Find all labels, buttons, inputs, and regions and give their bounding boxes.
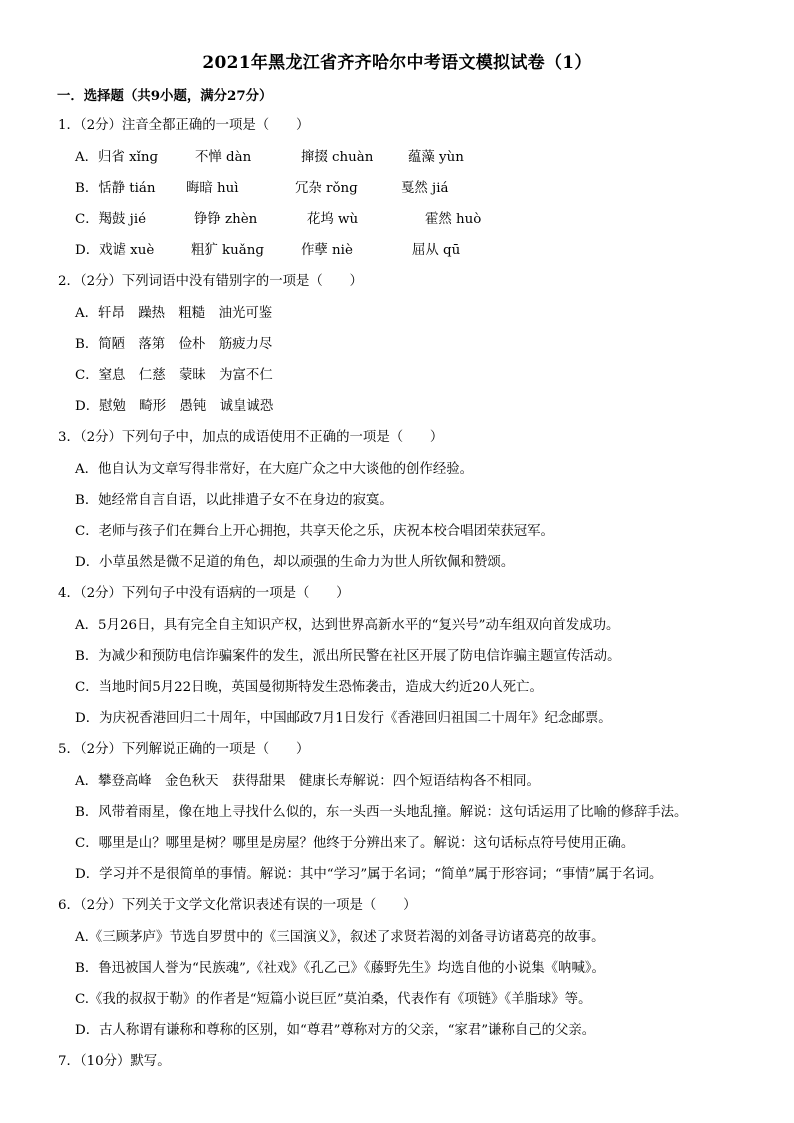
question-5-option-d: D．学习并不是很简单的事情。解说：其中“学习”属于名词；“简单”属于形容词；“事情”属于名词。: [75, 867, 663, 882]
question-2-option-b: B．简陋 落第 俭朴 筋疲力尽: [75, 337, 273, 352]
question-1-option-d: [75, 241, 460, 261]
question-3-option-a: A．他自认为文章写得非常好，在大庭广众之中大谈他的创作经验。: [75, 462, 473, 477]
option-part: 晦暗 huì: [186, 181, 239, 196]
question-3-option-c: C．老师与孩子们在舞台上开心拥抱，共享天伦之乐，庆祝本校合唱团荣获冠军。: [75, 524, 554, 539]
option-part: A．归省 xǐnɡ: [75, 150, 159, 165]
option-part: 蕴藻 yùn: [408, 150, 464, 165]
option-part: 撺掇 chuàn: [301, 150, 374, 165]
option-part: 铮铮 zhèn: [194, 212, 258, 227]
question-5-option-a: A．攀登高峰 金色秋天 获得甜果 健康长寿解说：四个短语结构各不相同。: [75, 774, 540, 789]
question-7-stem: 7．（10分）默写。: [58, 1054, 171, 1069]
option-part: 戛然 jiá: [401, 181, 449, 196]
section-heading: 一．选择题（共9小题，满分27分）: [57, 88, 273, 104]
question-1-option-c: [75, 210, 481, 230]
question-3-option-d: D．小草虽然是微不足道的角色，却以顽强的生命力为世人所钦佩和赞颂。: [75, 555, 515, 570]
question-2-option-d: D．慰勉 畸形 愚钝 诚皇诚恐: [75, 399, 274, 414]
question-5-stem: 5．（2分）下列解说正确的一项是（ ）: [58, 742, 310, 757]
question-5-option-b: B．风带着雨星，像在地上寻找什么似的，东一头西一头地乱撞。解说：这句话运用了比喻的修辞手法。: [75, 805, 688, 820]
option-part: 花坞 wù: [307, 212, 359, 227]
question-2-option-a: A．轩昂 躁热 粗糙 油光可鉴: [75, 306, 273, 321]
option-part: D．戏谑 xuè: [75, 243, 155, 258]
option-part: B．恬静 tián: [75, 181, 156, 196]
option-part: 冗杂 rǒnɡ: [295, 181, 358, 196]
option-part: 作孽 niè: [301, 243, 353, 258]
question-4-option-a: A．5月26日，具有完全自主知识产权，达到世界高新水平的“复兴号”动车组双向首发成功。: [75, 618, 620, 633]
question-4-stem: 4．（2分）下列句子中没有语病的一项是（ ）: [58, 586, 350, 601]
question-2-stem: 2．（2分）下列词语中没有错别字的一项是（ ）: [58, 274, 363, 289]
question-3-option-b: B．她经常自言自语，以此排遣子女不在身边的寂寞。: [75, 493, 393, 508]
question-6-option-a: A.《三顾茅庐》节选自罗贯中的《三国演义》，叙述了求贤若渴的刘备寻访诸葛亮的故事。: [75, 930, 605, 945]
question-1-option-b: [75, 179, 448, 199]
question-6-option-c: C.《我的叔叔于勒》的作者是“短篇小说巨匠”莫泊桑，代表作有《项链》《羊脂球》等。: [75, 992, 592, 1007]
question-4-option-d: D．为庆祝香港回归二十周年，中国邮政7月1日发行《香港回归祖国二十周年》纪念邮票。: [75, 711, 612, 726]
question-6-stem: 6．（2分）下列关于文学文化常识表述有误的一项是（ ）: [58, 898, 417, 913]
option-part: C．羯鼓 jié: [75, 212, 147, 227]
option-part: 粗犷 kuǎnɡ: [191, 243, 264, 258]
option-part: 不惮 dàn: [195, 150, 252, 165]
question-5-option-c: C．哪里是山？哪里是树？哪里是房屋？他终于分辨出来了。解说：这句话标点符号使用正确。: [75, 836, 635, 851]
question-2-option-c: C．窒息 仁慈 蒙昧 为富不仁: [75, 368, 273, 383]
page-title: 2021年黑龙江省齐齐哈尔中考语文模拟试卷（1）: [202, 53, 592, 73]
question-6-option-d: D．古人称谓有谦称和尊称的区别，如“尊君”尊称对方的父亲，“家君”谦称自己的父亲。: [75, 1023, 596, 1038]
question-1-stem: 1．（2分）注音全都正确的一项是（ ）: [58, 118, 310, 133]
question-4-option-c: C．当地时间5月22日晚，英国曼彻斯特发生恐怖袭击，造成大约近20人死亡。: [75, 680, 543, 695]
option-part: 屈从 qū: [412, 243, 461, 258]
option-part: 霍然 huò: [425, 212, 482, 227]
question-4-option-b: B．为减少和预防电信诈骗案件的发生，派出所民警在社区开展了防电信诈骗主题宣传活动。: [75, 649, 621, 664]
question-1-option-a: [75, 148, 464, 168]
question-3-stem: 3．（2分）下列句子中，加点的成语使用不正确的一项是（ ）: [58, 430, 444, 445]
question-6-option-b: B．鲁迅被国人誉为“民族魂”,《社戏》《孔乙己》《藤野先生》均选自他的小说集《呐喊》。: [75, 961, 605, 976]
